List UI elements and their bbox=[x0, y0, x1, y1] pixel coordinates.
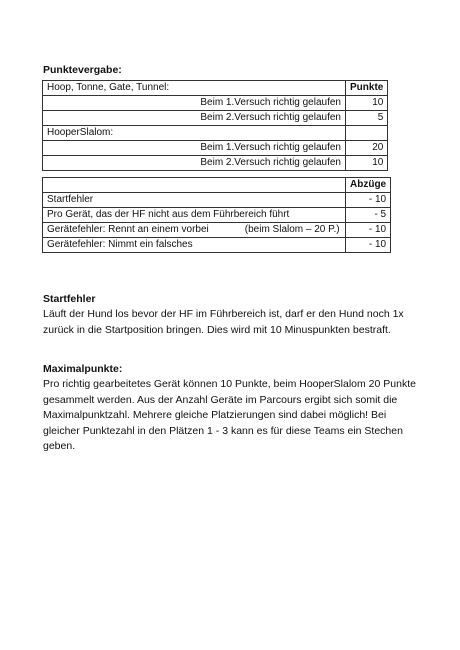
table-row bbox=[43, 193, 391, 208]
row-value: 10 bbox=[346, 96, 388, 111]
table-row bbox=[43, 208, 391, 223]
table-row bbox=[43, 81, 388, 96]
startfehler-text: Läuft der Hund los bevor der HF im Führbereich ist, darf er den Hund noch 1x zurück in die Startposition bringen. Dies wird mit 10 Minuspunkten bestraft. bbox=[43, 308, 404, 336]
row-label: Gerätefehler: Rennt an einem vorbei bbox=[47, 224, 209, 235]
deductions-table bbox=[42, 177, 391, 253]
row-value: 10 bbox=[346, 156, 388, 171]
row-value: - 10 bbox=[346, 193, 391, 208]
row-label: Pro Gerät, das der HF nicht aus dem Führbereich führt bbox=[43, 208, 346, 223]
group-label-hoop: Hoop, Tonne, Gate, Tunnel: bbox=[43, 81, 346, 96]
row-label: Beim 2.Versuch richtig gelaufen bbox=[43, 156, 346, 171]
table-row bbox=[43, 178, 391, 193]
table-row bbox=[43, 223, 391, 238]
row-value: - 10 bbox=[346, 223, 391, 238]
deductions-header: Abzüge bbox=[346, 178, 391, 193]
row-label-with-note bbox=[43, 223, 346, 238]
startfehler-heading: Startfehler bbox=[43, 293, 96, 305]
maximalpunkte-heading: Maximalpunkte: bbox=[43, 363, 123, 375]
table-row bbox=[43, 156, 388, 171]
row-value: 5 bbox=[346, 111, 388, 126]
points-header: Punkte bbox=[346, 81, 388, 96]
row-label: Startfehler bbox=[43, 193, 346, 208]
group-label-slalom: HooperSlalom: bbox=[43, 126, 346, 141]
row-label: Beim 1.Versuch richtig gelaufen bbox=[43, 96, 346, 111]
table-row bbox=[43, 111, 388, 126]
row-note: (beim Slalom – 20 P.) bbox=[244, 224, 340, 235]
points-table bbox=[42, 80, 388, 171]
maximalpunkte-text: Pro richtig gearbeitetes Gerät können 10 Punkte, beim HooperSlalom 20 Punkte gesammelt werden. Aus der Anzahl Geräte im Parcours ergibt sich somit die Maximalpunktzahl. Mehrere gleiche Platzierungen sind dabei möglich! Bei gleicher Punktezahl in den Plätzen 1 - 3 kann es für diese Teams ein Stechen geben. bbox=[43, 378, 416, 452]
row-label: Beim 1.Versuch richtig gelaufen bbox=[43, 141, 346, 156]
table-row bbox=[43, 141, 388, 156]
empty-cell bbox=[346, 126, 388, 141]
table-row bbox=[43, 238, 391, 253]
empty-cell bbox=[43, 178, 346, 193]
row-label: Beim 2.Versuch richtig gelaufen bbox=[43, 111, 346, 126]
table-row bbox=[43, 96, 388, 111]
row-value: 20 bbox=[346, 141, 388, 156]
row-label: Gerätefehler: Nimmt ein falsches bbox=[43, 238, 346, 253]
row-value: - 5 bbox=[346, 208, 391, 223]
row-value: - 10 bbox=[346, 238, 391, 253]
table-row bbox=[43, 126, 388, 141]
punktevergabe-heading: Punktevergabe: bbox=[43, 64, 122, 76]
